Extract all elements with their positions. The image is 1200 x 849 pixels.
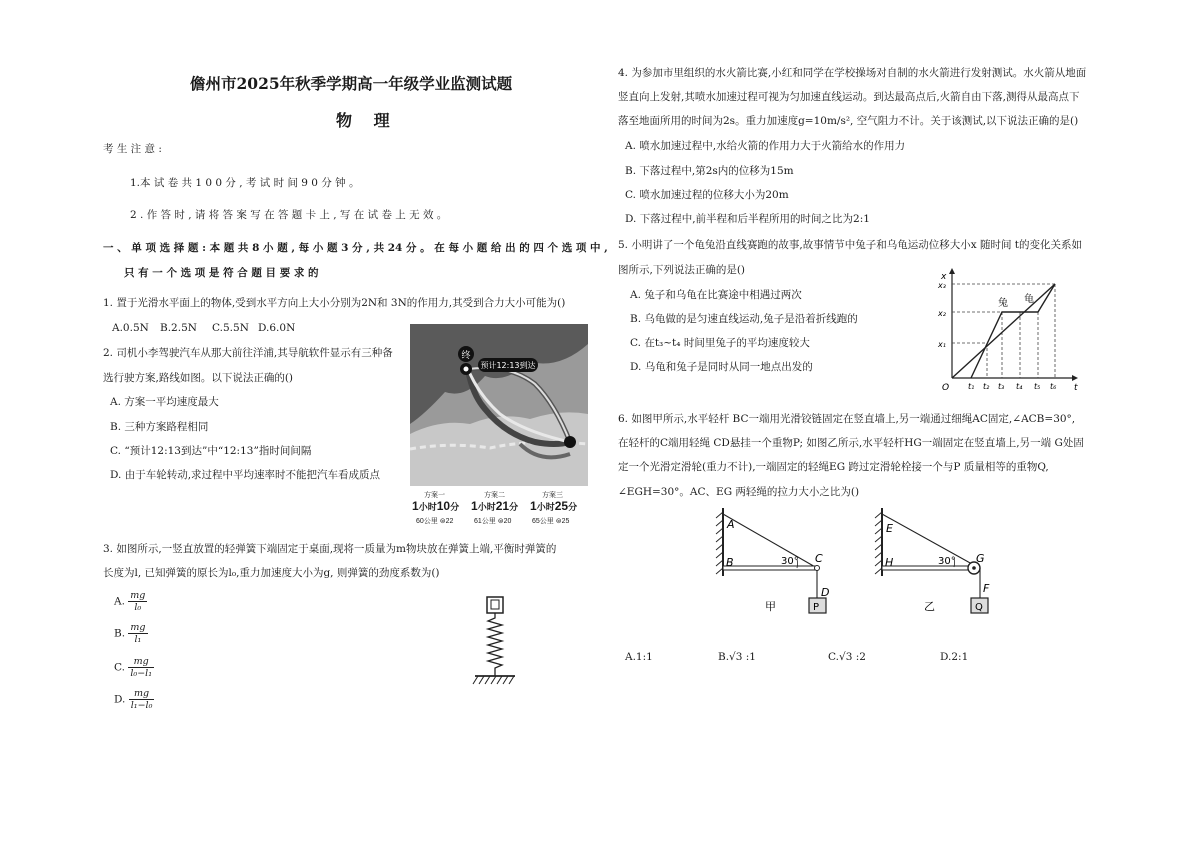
plan-2-detail: 61公里 ⊜20 xyxy=(474,518,512,525)
notice-label: 考 生 注 意 : xyxy=(103,143,162,155)
angle-jia: 30° xyxy=(781,556,799,567)
tick-t2: t₂ xyxy=(983,382,990,391)
q4-stem-1: 4. 为参加市里组织的水火箭比赛,小红和同学在学校操场对自制的水火箭进行发射测试。水火箭从地面 xyxy=(618,67,1087,79)
section-heading: 一 、 单 项 选 择 题 : 本 题 共 8 小 题 , 每 小 题 3 分 , 共 24 分 。 在 每 小 题 给 出 的 四 个 选 项 中 , xyxy=(103,242,608,254)
graph-origin-label: O xyxy=(942,383,950,392)
rabbit-label: 兔 xyxy=(998,298,1008,309)
tick-t6: t₆ xyxy=(1050,382,1057,391)
plan-1-time: 1小时10分 xyxy=(412,499,460,513)
figure-jia xyxy=(705,500,845,640)
q3-option-a: A. $\frac{mg}{\text{l₀}}$ xyxy=(114,590,146,613)
tick-t3: t₃ xyxy=(998,382,1005,391)
rabbit-line xyxy=(971,284,1055,378)
q6-stem-2: 在轻杆的C端用轻绳 CD悬挂一个重物P; 如图乙所示,水平轻杆HG一端固定在竖直墙上,另一端 G处固 xyxy=(618,437,1084,449)
q2-option-b: B. 三种方案路程相同 xyxy=(110,421,209,433)
q5-option-d: D. 乌龟和兔子是同时从同一地点出发的 xyxy=(630,361,813,373)
tick-x1: x₁ xyxy=(938,340,946,349)
section-heading-2: 只 有 一 个 选 项 是 符 合 题 目 要 求 的 xyxy=(124,267,319,279)
q1-option-b: B.2.5N xyxy=(160,322,197,334)
q2-option-c: C. “预计12:13到达”中“12:13”指时间间隔 xyxy=(110,445,312,457)
label-c: C xyxy=(815,552,823,565)
plan-3-time: 1小时25分 xyxy=(530,499,578,513)
label-p: P xyxy=(813,602,820,613)
q6-option-a: A.1:1 xyxy=(625,651,653,663)
q5-option-a: A. 兔子和乌龟在比赛途中相遇过两次 xyxy=(630,289,802,301)
q2-option-a: A. 方案一平均速度最大 xyxy=(110,396,219,408)
q2-stem-1: 2. 司机小李驾驶汽车从那大前往洋浦,其导航软件显示有三种备 xyxy=(103,347,393,359)
q6-stem-4: ∠EGH=30°。AC、EG 两轻绳的拉力大小之比为() xyxy=(618,486,860,498)
tick-t5: t₅ xyxy=(1034,382,1041,391)
map-end-badge: 终 xyxy=(461,351,471,361)
q5-option-b: B. 乌龟做的是匀速直线运动,兔子是沿着折线跑的 xyxy=(630,313,858,325)
notice-2: 2 . 作 答 时 , 请 将 答 案 写 在 答 题 卡 上 , 写 在 试 卷 上 无 效 。 xyxy=(130,209,448,221)
q4-option-b: B. 下落过程中,第2s内的位移为15m xyxy=(625,165,794,177)
label-a: A xyxy=(727,518,735,531)
q3-option-c: C. $\frac{mg}{\text{l₀−l₁}}$ xyxy=(114,656,152,679)
turtle-label: 龟 xyxy=(1024,294,1034,305)
graph-x-axis-label: t xyxy=(1074,383,1078,392)
route-map xyxy=(410,324,588,486)
plan-2-time: 1小时21分 xyxy=(471,499,519,513)
figure-yi xyxy=(872,500,1012,640)
plan-1-detail: 60公里 ⊜22 xyxy=(416,518,454,525)
q6-option-b: B.√3 :1 xyxy=(718,651,756,663)
tick-t4: t₄ xyxy=(1016,382,1023,391)
q4-option-d: D. 下落过程中,前半程和后半程所用的时间之比为2:1 xyxy=(625,213,870,225)
q1-option-d: D.6.0N xyxy=(258,322,296,334)
label-h: H xyxy=(885,556,894,569)
navigation-map-figure xyxy=(410,324,588,526)
notice-1: 1.本 试 卷 共 1 0 0 分 , 考 试 时 间 9 0 分 钟 。 xyxy=(130,177,360,189)
label-g: G xyxy=(976,552,985,565)
q5-stem-2: 图所示,下列说法正确的是() xyxy=(618,264,746,276)
subject-title: 物 理 xyxy=(336,111,398,130)
plan-1-name: 方案一 xyxy=(424,492,445,499)
q1-option-a: A.0.5N xyxy=(112,322,149,334)
q2-stem-2: 选行驶方案,路线如图。以下说法正确的() xyxy=(103,372,294,384)
caption-jia: 甲 xyxy=(765,600,776,613)
q3-option-b: B. $\frac{mg}{\text{l₁}}$ xyxy=(114,622,146,645)
q5-stem-1: 5. 小明讲了一个龟兔沿直线赛跑的故事,故事情节中兔子和乌龟运动位移大小x 随时间 t的变化关系如 xyxy=(618,239,1083,251)
label-e: E xyxy=(886,522,893,535)
plan-3-detail: 65公里 ⊜25 xyxy=(532,518,570,525)
q3-stem-2: 长度为l, 已知弹簧的原长为l₀,重力加速度大小为g, 则弹簧的劲度系数为() xyxy=(103,567,440,579)
label-f: F xyxy=(983,582,990,595)
graph-y-axis-label: x xyxy=(941,272,947,282)
q6-option-d: D.2:1 xyxy=(940,651,969,663)
angle-yi: 30° xyxy=(938,556,956,567)
q6-stem-3: 定一个光滑定滑轮(重力不计),一端固定的轻绳EG 跨过定滑轮栓接一个与P 质量相等的重物Q, xyxy=(618,461,1049,473)
displacement-time-graph xyxy=(930,266,1080,392)
q4-stem-3: 落至地面所用的时间为2s。重力加速度g=10m/s², 空气阻力不计。关于该测试,以下说法正确的是() xyxy=(618,115,1079,127)
q4-option-a: A. 喷水加速过程中,水给火箭的作用力大于火箭给水的作用力 xyxy=(625,140,906,152)
q6-option-c: C.√3 :2 xyxy=(828,651,866,663)
caption-yi: 乙 xyxy=(924,600,935,613)
map-eta-label: 预计12:13到达 xyxy=(480,361,536,370)
q4-stem-2: 竖直向上发射,其喷水加速过程可视为匀加速直线运动。到达最高点后,火箭自由下落,测得从最高点下 xyxy=(618,91,1080,103)
tick-x2: x₂ xyxy=(938,309,946,318)
q1-option-c: C.5.5N xyxy=(212,322,249,334)
spring-figure xyxy=(470,594,520,688)
q3-option-d: D. $\frac{mg}{\text{l₁−l₀}}$ xyxy=(114,688,153,711)
q6-stem-1: 6. 如图甲所示,水平轻杆 BC一端用光滑铰链固定在竖直墙上,另一端通过细绳AC固定,∠ACB=30°, xyxy=(618,413,1076,425)
q2-option-d: D. 由于车轮转动,求过程中平均速率时不能把汽车看成质点 xyxy=(110,469,381,481)
label-q: Q xyxy=(975,602,983,613)
exam-title: 儋州市2025年秋季学期高一年级学业监测试题 xyxy=(190,74,513,93)
q3-stem-1: 3. 如图所示,一竖直放置的轻弹簧下端固定于桌面,现将一质量为m物块放在弹簧上端,平衡时弹簧的 xyxy=(103,543,557,555)
tick-x3: x₃ xyxy=(938,281,946,290)
q4-option-c: C. 喷水加速过程的位移大小为20m xyxy=(625,189,789,201)
block xyxy=(487,597,503,613)
q1-stem: 1. 置于光滑水平面上的物体,受到水平方向上大小分别为2N和 3N的作用力,其受到合力大小可能为() xyxy=(103,297,566,309)
label-d: D xyxy=(821,586,830,599)
spring xyxy=(488,613,502,676)
q5-option-c: C. 在t₃~t₄ 时间里兔子的平均速度较大 xyxy=(630,337,810,349)
plan-3-name: 方案三 xyxy=(542,492,563,499)
label-b: B xyxy=(726,556,734,569)
tick-t1: t₁ xyxy=(968,382,975,391)
plan-2-name: 方案二 xyxy=(484,492,505,499)
